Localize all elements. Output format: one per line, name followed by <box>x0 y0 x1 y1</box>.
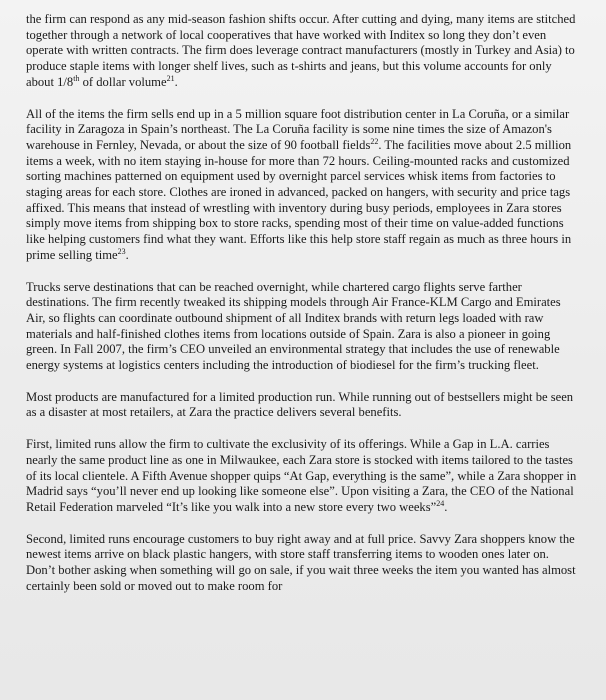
paragraph-production <box>26 12 578 91</box>
footnote-ref-21: 21 <box>166 73 175 83</box>
paragraph-text: All of the items the firm sells end up in a 5 million square foot distribution center in La Coruña, or a similar facility in Zaragoza in Spain’s northeast. The La Coruña facility is some nine times the size of Amazon's warehouse in Fernley, Nevada, or about the size of 90 football fields <box>26 106 570 152</box>
paragraph-text: Trucks serve destinations that can be reached overnight, while chartered cargo flights serve farther destinations. The firm recently tweaked its shipping models through Air France-KLM Cargo and Emirates Air, so flights can coordinate outbound shipment of all Inditex brands with return legs loaded with raw materials and half-finished clothes items from locations outside of Spain. Zara is also a pioneer in going green. In Fall 2007, the firm’s CEO unveiled an environmental strategy that includes the use of renewable energy systems at logistics centers including the introduction of biodiesel for the firm’s trucking fleet. <box>26 279 561 373</box>
footnote-ref-24: 24 <box>436 498 445 508</box>
paragraph-shipping <box>26 280 578 374</box>
paragraph-text: First, limited runs allow the firm to cultivate the exclusivity of its offerings. While a Gap in L.A. carries nearly the same product line as one in Milwaukee, each Zara store is stocked with items tailored to the tastes of its local clientele. A Fifth Avenue shopper quips “At Gap, everything is the same”, while a Zara shopper in Madrid says “you’ll never end up looking like someone else”. Upon visiting a Zara, the CEO of the National Retail Federation marveled “It’s like you walk into a new store every two weeks” <box>26 437 577 514</box>
paragraph-text: . <box>174 74 178 89</box>
footnote-ref-23: 23 <box>117 246 126 256</box>
paragraph-text: the firm can respond as any mid-season fashion shifts occur. After cutting and dying, many items are stitched together through a network of local cooperatives that have worked with Inditex so long they don’t even operate with written contracts. The firm does leverage contract manufacturers (mostly in Turkey and Asia) to produce staple items with longer shelf lives, such as t-shirts and jeans, but this volume accounts for only about 1/8 <box>26 12 576 89</box>
paragraph-distribution <box>26 107 578 264</box>
paragraph-text: . <box>444 499 448 514</box>
paragraph-text: . The facilities move about 2.5 million items a week, with no item staying in-house for more than 72 hours. Ceiling-mounted racks and customized sorting machines patterned on equipment used by overnight parcel services whisk items from factories to staging areas for each store. Clothes are ironed in advanced, packed on hangers, with security and price tags affixed. This means that instead of wrestling with inventory during busy periods, employees in Zara stores simply move items from shipping box to store racks, spending most of their time on value-added functions like helping customers find what they want. Efforts like this help store staff regain as much as three hours in prime selling time <box>26 137 572 262</box>
paragraph-limited-runs <box>26 390 578 421</box>
paragraph-exclusivity <box>26 437 578 516</box>
paragraph-text: Second, limited runs encourage customers to buy right away and at full price. Savvy Zara shoppers know the newest items arrive on black plastic hangers, with store staff transferring items to wooden ones later on. Don’t bother asking when something will go on sale, if you wait three weeks the item you wanted has almost certainly been sold or moved out to make room for <box>26 531 576 593</box>
paragraph-text: . <box>125 247 129 262</box>
paragraph-text: Most products are manufactured for a limited production run. While running out of bestsellers might be seen as a disaster at most retailers, at Zara the practice delivers several benefits. <box>26 389 574 420</box>
footnote-ref-22: 22 <box>370 136 379 146</box>
paragraph-text: of dollar volume <box>79 74 167 89</box>
paragraph-full-price <box>26 532 578 595</box>
superscript: th <box>73 73 80 83</box>
